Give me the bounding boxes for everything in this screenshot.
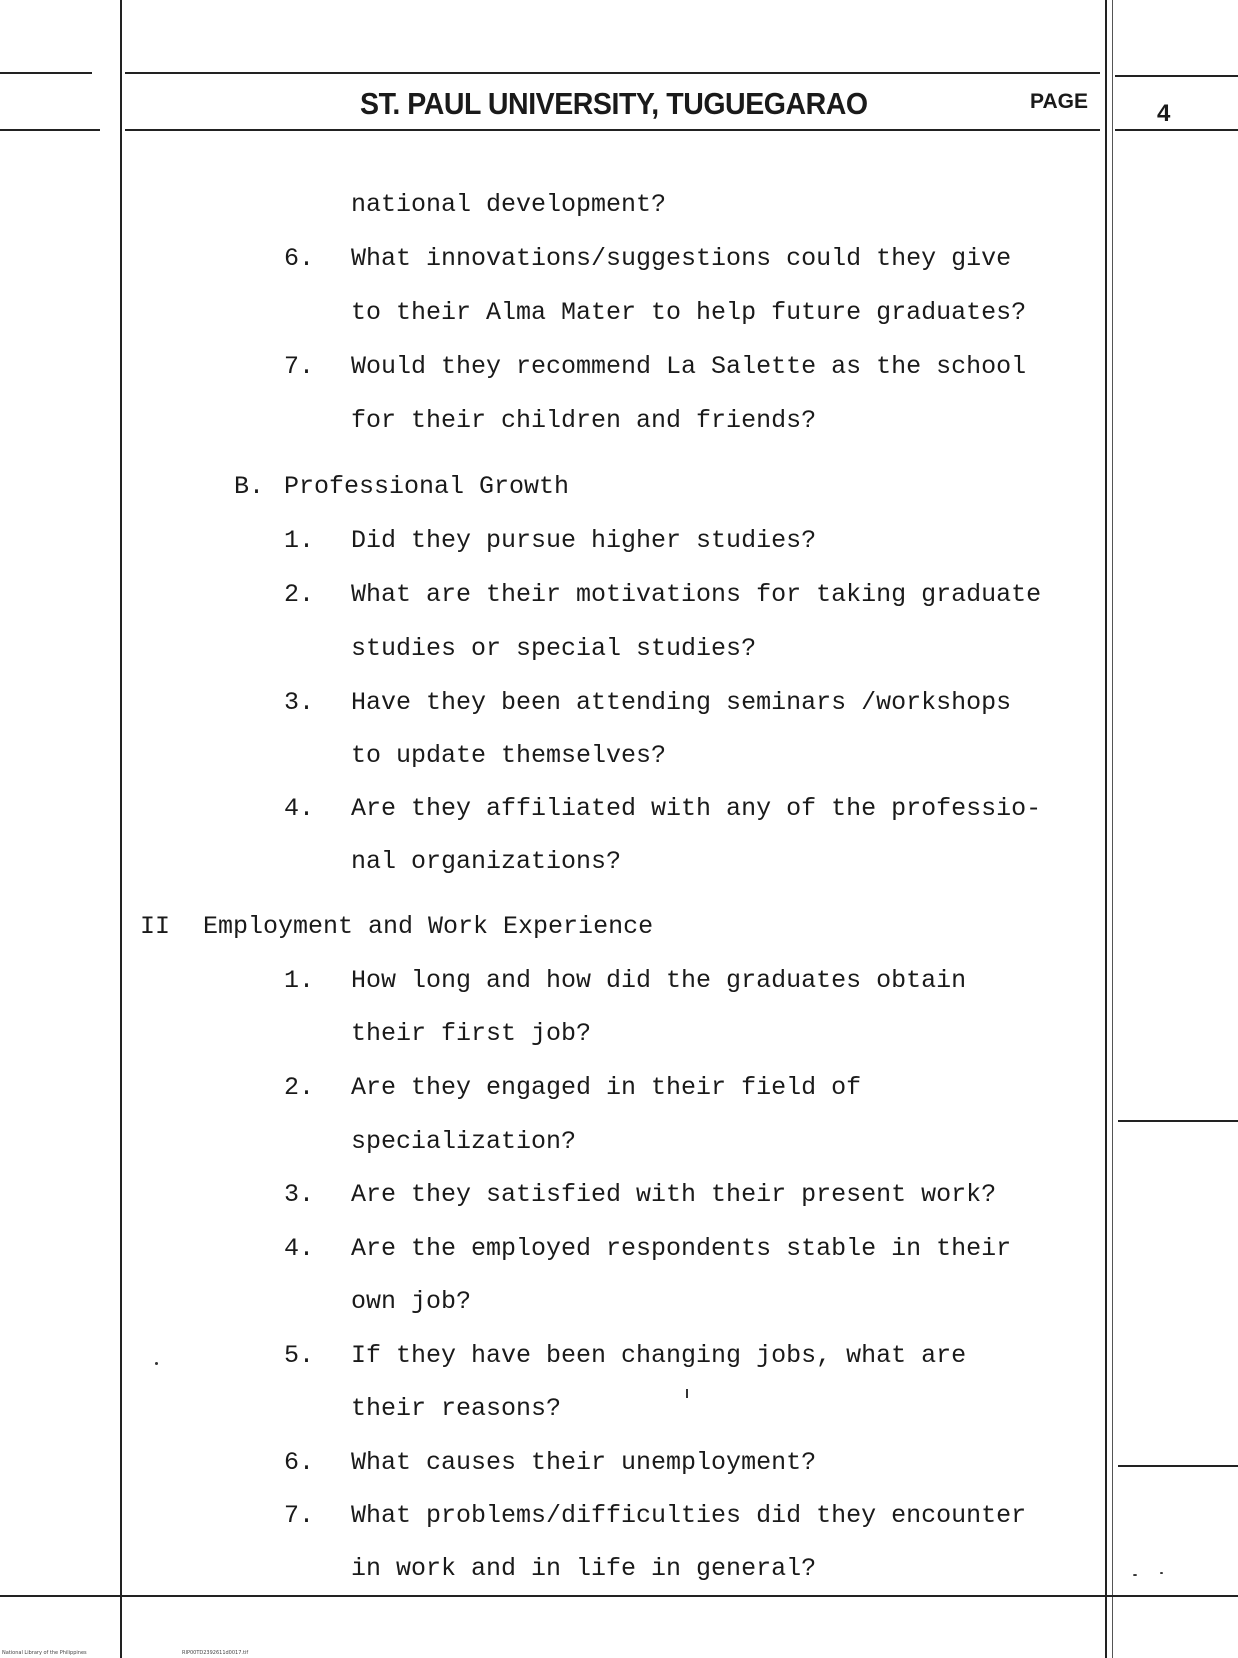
section-ii-heading: Employment and Work Experience xyxy=(203,912,654,941)
list-item-line: nal organizations? xyxy=(351,847,622,876)
list-item-line: What are their motivations for taking graduate xyxy=(351,580,1042,609)
page-speck xyxy=(1133,1574,1137,1576)
item-number: 6. xyxy=(284,244,315,273)
item-number: 3. xyxy=(284,688,315,717)
list-item-line: How long and how did the graduates obtain xyxy=(351,966,967,995)
right-header-tick xyxy=(1115,129,1238,131)
item-number: 2. xyxy=(284,1073,315,1102)
list-item-line: Are they satisfied with their present work? xyxy=(351,1180,997,1209)
page-speck xyxy=(155,1362,158,1365)
page-speck xyxy=(686,1389,688,1398)
list-item-line: What innovations/suggestions could they give xyxy=(351,244,1012,273)
continuation-line: national development? xyxy=(351,190,667,219)
list-item-line: Are they affiliated with any of the professio- xyxy=(351,794,1042,823)
right-margin-rule-inner xyxy=(1112,0,1113,1658)
right-mid-tick xyxy=(1118,1120,1238,1122)
item-number: 4. xyxy=(284,1234,315,1263)
right-lower-tick xyxy=(1118,1465,1238,1467)
footer-rule xyxy=(0,1595,1238,1597)
list-item-line: Have they been attending seminars /workshops xyxy=(351,688,1012,717)
item-number: 4. xyxy=(284,794,315,823)
list-item-line: Did they pursue higher studies? xyxy=(351,526,817,555)
right-top-tick xyxy=(1115,75,1238,77)
list-item-line: to their Alma Mater to help future graduates? xyxy=(351,298,1027,327)
list-item-line: own job? xyxy=(351,1287,472,1316)
list-item-line: their reasons? xyxy=(351,1394,562,1423)
list-item-line: their first job? xyxy=(351,1019,592,1048)
section-ii-marker: II xyxy=(140,912,171,941)
page-label: PAGE xyxy=(1030,90,1088,113)
right-margin-rule xyxy=(1105,0,1107,1658)
list-item-line: for their children and friends? xyxy=(351,406,817,435)
list-item-line: in work and in life in general? xyxy=(351,1554,817,1583)
item-number: 7. xyxy=(284,352,315,381)
list-item-line: Are the employed respondents stable in their xyxy=(351,1234,1012,1263)
item-number: 7. xyxy=(284,1501,315,1530)
section-b-marker: B. xyxy=(234,472,265,501)
item-number: 2. xyxy=(284,580,315,609)
section-b-heading: Professional Growth xyxy=(284,472,570,501)
header-bottom-rule xyxy=(125,129,1100,131)
list-item-line: studies or special studies? xyxy=(351,634,757,663)
page-title: ST. PAUL UNIVERSITY, TUGUEGARAO xyxy=(360,86,868,121)
item-number: 3. xyxy=(284,1180,315,1209)
left-margin-rule xyxy=(120,0,122,1658)
item-number: 1. xyxy=(284,526,315,555)
file-id: RIP00TD2392611d0017.tif xyxy=(182,1650,249,1656)
library-credit: National Library of the Philippines xyxy=(2,1650,87,1656)
list-item-line: to update themselves? xyxy=(351,741,667,770)
item-number: 5. xyxy=(284,1341,315,1370)
list-item-line: What problems/difficulties did they encounter xyxy=(351,1501,1027,1530)
list-item-line: specialization? xyxy=(351,1127,577,1156)
list-item-line: Would they recommend La Salette as the school xyxy=(351,352,1027,381)
list-item-line: What causes their unemployment? xyxy=(351,1448,817,1477)
header-top-rule xyxy=(125,72,1100,74)
list-item-line: Are they engaged in their field of xyxy=(351,1073,862,1102)
item-number: 1. xyxy=(284,966,315,995)
left-top-tick xyxy=(0,72,92,74)
left-header-tick xyxy=(0,129,100,131)
list-item-line: If they have been changing jobs, what are xyxy=(351,1341,967,1370)
item-number: 6. xyxy=(284,1448,315,1477)
page-speck xyxy=(1160,1572,1163,1574)
page-number: 4 xyxy=(1157,100,1171,127)
